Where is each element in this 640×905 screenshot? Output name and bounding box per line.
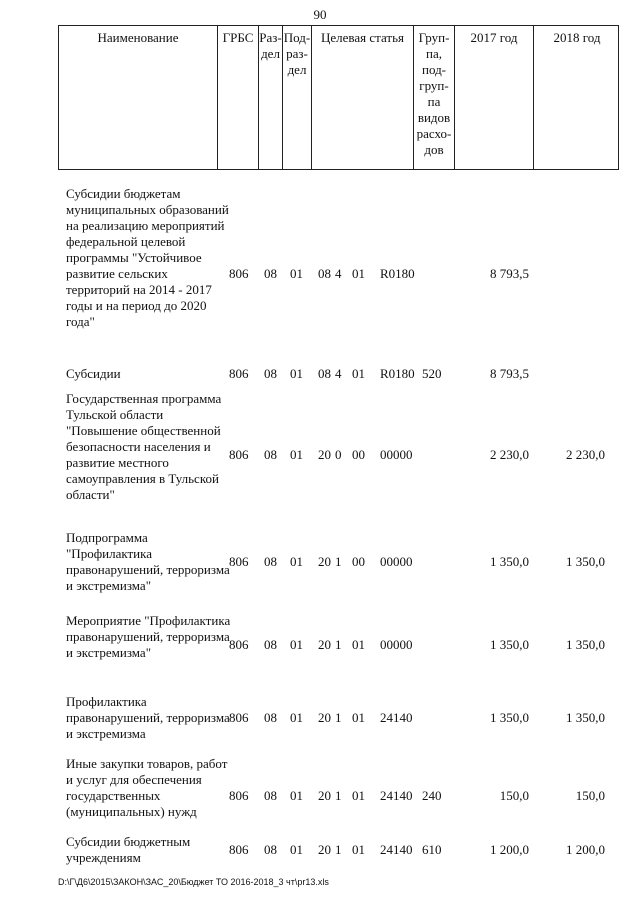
header-group: Груп- па, под- груп- па видов расхо- дов (413, 26, 454, 169)
row-target-program: 20 (318, 637, 331, 652)
row-razdel: 08 (264, 554, 277, 569)
row-name: Мероприятие "Профилактика правонарушений, терроризма и экстремизма" (66, 613, 231, 660)
row-razdel: 08 (264, 366, 277, 381)
row-grbs: 806 (229, 266, 249, 281)
row-razdel: 08 (264, 637, 277, 652)
row-target-event: 01 (352, 266, 365, 281)
row-razdel: 08 (264, 788, 277, 803)
row-target-subprogram: 1 (335, 842, 342, 857)
row-target-event: 00 (352, 554, 365, 569)
header-podrazdel: Под- раз- дел (282, 26, 311, 169)
row-expense-group: 610 (422, 842, 442, 857)
row-target-event: 00 (352, 447, 365, 462)
row-name: Субсидии бюджетным учреждениям (66, 834, 191, 865)
row-value-2018: 1 350,0 (566, 710, 605, 725)
row-target-code: 24140 (380, 788, 413, 803)
row-target-program: 08 (318, 266, 331, 281)
row-podrazdel: 01 (290, 366, 303, 381)
row-target-code: R0180 (380, 266, 415, 281)
page-number: 90 (313, 7, 327, 22)
header-2017: 2017 год (454, 26, 533, 169)
header-name: Наименование (97, 30, 179, 45)
row-name: Подпрограмма "Профилактика правонарушений, терроризма и экстремизма" (66, 530, 230, 593)
row-podrazdel: 01 (290, 266, 303, 281)
row-grbs: 806 (229, 554, 249, 569)
row-value-2017: 150,0 (499, 788, 529, 803)
row-grbs: 806 (229, 710, 249, 725)
row-target-program: 20 (318, 554, 331, 569)
row-target-event: 01 (352, 366, 365, 381)
row-grbs: 806 (229, 447, 249, 462)
row-target-event: 01 (352, 842, 365, 857)
row-target-program: 08 (318, 366, 331, 381)
row-name: Субсидии (66, 366, 121, 381)
row-name: Профилактика правонарушений, терроризма и экстремизма (66, 694, 230, 741)
row-target-code: 00000 (380, 637, 413, 652)
row-grbs: 806 (229, 637, 249, 652)
row-value-2017: 8 793,5 (490, 366, 529, 381)
row-expense-group: 240 (422, 788, 442, 803)
row-podrazdel: 01 (290, 447, 303, 462)
row-razdel: 08 (264, 710, 277, 725)
row-grbs: 806 (229, 788, 249, 803)
row-value-2017: 1 350,0 (490, 637, 529, 652)
row-name: Государственная программа Тульской области "Повышение общественной безопасности населения и развитие местного самоуправления в Тульской области" (66, 391, 222, 502)
row-value-2017: 1 350,0 (490, 710, 529, 725)
row-target-event: 01 (352, 710, 365, 725)
row-name: Иные закупки товаров, работ и услуг для обеспечения государственных (муниципальных) нужд (66, 756, 228, 819)
file-path-footer: D:\Г\Д6\2015\ЗАКОН\ЗАС_20\Бюджет ТО 2016-2018_3 чт\рr13.xls (58, 877, 329, 887)
row-target-subprogram: 1 (335, 637, 342, 652)
row-target-code: 00000 (380, 554, 413, 569)
row-value-2018: 1 350,0 (566, 637, 605, 652)
row-target-subprogram: 1 (335, 788, 342, 803)
row-razdel: 08 (264, 447, 277, 462)
row-target-program: 20 (318, 788, 331, 803)
row-value-2018: 1 350,0 (566, 554, 605, 569)
row-target-subprogram: 1 (335, 710, 342, 725)
header-2018: 2018 год (533, 26, 620, 169)
row-grbs: 806 (229, 366, 249, 381)
row-podrazdel: 01 (290, 554, 303, 569)
row-razdel: 08 (264, 842, 277, 857)
row-value-2018: 150,0 (575, 788, 605, 803)
row-grbs: 806 (229, 842, 249, 857)
row-razdel: 08 (264, 266, 277, 281)
row-target-program: 20 (318, 710, 331, 725)
row-target-code: 24140 (380, 710, 413, 725)
header-target-article: Целевая статья (311, 26, 413, 169)
row-value-2017: 2 230,0 (490, 447, 529, 462)
header-grbs: ГРБС (217, 26, 258, 169)
row-name: Субсидии бюджетам муниципальных образований на реализацию мероприятий федеральной целевой программы "Устойчивое развитие сельских территорий на 2014 - 2017 годы и на период до 2020 года" (66, 186, 229, 329)
row-expense-group: 520 (422, 366, 442, 381)
row-podrazdel: 01 (290, 842, 303, 857)
header-razdel: Раз- дел (258, 26, 282, 169)
row-target-program: 20 (318, 842, 331, 857)
row-podrazdel: 01 (290, 637, 303, 652)
row-podrazdel: 01 (290, 710, 303, 725)
row-target-subprogram: 4 (335, 366, 342, 381)
row-value-2017: 1 350,0 (490, 554, 529, 569)
row-target-code: R0180 (380, 366, 415, 381)
row-target-subprogram: 4 (335, 266, 342, 281)
row-value-2017: 8 793,5 (490, 266, 529, 281)
row-target-subprogram: 0 (335, 447, 342, 462)
row-target-event: 01 (352, 637, 365, 652)
row-value-2018: 2 230,0 (566, 447, 605, 462)
row-target-code: 24140 (380, 842, 413, 857)
table-header (58, 25, 619, 170)
row-target-code: 00000 (380, 447, 413, 462)
row-target-event: 01 (352, 788, 365, 803)
row-podrazdel: 01 (290, 788, 303, 803)
row-target-program: 20 (318, 447, 331, 462)
row-value-2017: 1 200,0 (490, 842, 529, 857)
row-target-subprogram: 1 (335, 554, 342, 569)
row-value-2018: 1 200,0 (566, 842, 605, 857)
